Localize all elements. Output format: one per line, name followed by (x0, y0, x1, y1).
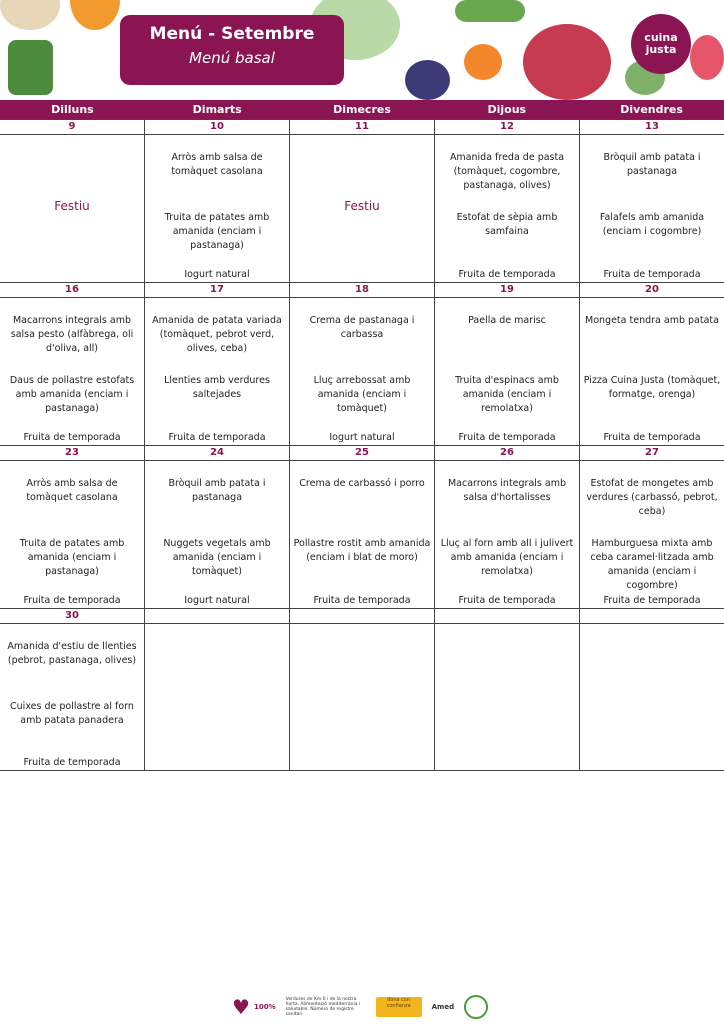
second-course: Nuggets vegetals amb amanida (enciam i tomàquet) (163, 538, 271, 577)
date-number (579, 609, 724, 623)
date-number (289, 609, 434, 623)
menu-day-cell (0, 461, 144, 608)
menu-day-cell (289, 298, 434, 445)
heart-icon: ♥ (232, 995, 250, 1019)
date-number: 19 (434, 283, 579, 297)
second-course: Pizza Cuina Justa (tomàquet, formatge, orenga) (583, 375, 721, 400)
date-number: 27 (579, 446, 724, 460)
date-row (0, 282, 724, 298)
footer-text: Verdures de Km 0 i de la nostra horta. Alimentació mediterrània i saludable. Número de registre sanitari (285, 997, 361, 1017)
menu-calendar (0, 100, 724, 771)
radicchio-illustration (523, 24, 611, 100)
menu-day-cell (289, 624, 434, 770)
date-row (0, 119, 724, 135)
second-course: Truita d'espinacs amb amanida (enciam i remolatxa) (455, 375, 559, 414)
header-banner (0, 0, 724, 100)
menu-day-cell (434, 624, 579, 770)
first-course: Bròquil amb patata i pastanaga (168, 478, 266, 503)
menu-day-cell (144, 461, 289, 608)
second-course: Daus de pollastre estofats amb amanida (enciam i pastanaga) (9, 375, 135, 414)
menu-day-cell (434, 298, 579, 445)
second-course: Falafels amb amanida (enciam i cogombre) (599, 212, 705, 237)
holiday-label: Festiu (54, 199, 90, 213)
menu-day-cell (0, 135, 144, 282)
date-number (144, 609, 289, 623)
dessert: Fruita de temporada (168, 432, 266, 443)
menu-day-cell (289, 461, 434, 608)
radish-illustration (690, 35, 724, 80)
day-label: Dimecres (333, 103, 391, 116)
menu-week (0, 282, 724, 445)
date-number: 20 (579, 283, 724, 297)
footer-logos (232, 995, 488, 1019)
first-course: Bròquil amb patata i pastanaga (603, 152, 701, 177)
menu-day-cell (144, 624, 289, 770)
date-number: 9 (68, 121, 76, 132)
second-course: Lluç al forn amb all i julivert amb amanida (enciam i remolatxa) (440, 538, 574, 577)
dessert: Fruita de temporada (23, 757, 121, 768)
date-number (434, 609, 579, 623)
date-row (0, 608, 724, 624)
holiday-label: Festiu (344, 199, 380, 213)
carrot-illustration (70, 0, 120, 30)
second-course: Lluç arrebossat amb amanida (enciam i tomàquet) (313, 375, 411, 414)
date-number: 17 (144, 283, 289, 297)
date-number: 24 (144, 446, 289, 460)
menu-day-cell (579, 461, 724, 608)
first-course: Crema de carbassó i porro (299, 478, 425, 489)
dessert: Iogurt natural (184, 269, 250, 280)
first-course: Mongeta tendra amb patata (585, 315, 719, 326)
page-subtitle: Menú basal (189, 49, 275, 67)
first-course: Estofat de mongetes amb verdures (carbassó, pebrot, ceba) (586, 478, 718, 517)
second-course: Truita de patates amb amanida (enciam i pastanaga) (164, 212, 270, 251)
tomato-illustration (464, 44, 502, 80)
first-course: Paella de marisc (468, 315, 546, 326)
first-course: Macarrons integrals amb salsa pesto (alfàbrega, oli d'oliva, all) (10, 315, 134, 354)
date-number: 10 (144, 120, 289, 134)
day-label: Divendres (620, 103, 683, 116)
menu-day-cell (434, 461, 579, 608)
menu-day-cell (579, 135, 724, 282)
menu-day-cell (144, 135, 289, 282)
date-number: 25 (289, 446, 434, 460)
dessert: Fruita de temporada (603, 595, 701, 606)
logo-line1: cuina (644, 31, 678, 44)
menu-day-cell (0, 298, 144, 445)
second-course: Hamburguesa mixta amb ceba caramel·litzada amb amanida (enciam i cogombre) (590, 538, 714, 591)
date-number: 23 (65, 447, 79, 458)
second-course: Cuixes de pollastre al forn amb patata panadera (10, 701, 134, 726)
menu-day-cell (144, 298, 289, 445)
dessert: Fruita de temporada (23, 432, 121, 443)
weekday-header (0, 100, 724, 119)
heart-label: 100% (254, 1003, 276, 1011)
second-course: Truita de patates amb amanida (enciam i pastanaga) (19, 538, 125, 577)
date-number: 11 (289, 120, 434, 134)
date-number: 12 (434, 120, 579, 134)
second-course: Llenties amb verdures saltejades (164, 375, 270, 400)
leek-illustration (8, 40, 53, 95)
day-label: Dilluns (51, 103, 94, 116)
first-course: Crema de pastanaga i carbassa (309, 315, 415, 340)
first-course: Macarrons integrals amb salsa d'hortalisses (447, 478, 566, 503)
title-box (120, 15, 344, 85)
date-row (0, 445, 724, 461)
menu-week (0, 119, 724, 282)
vegetable-illustration (0, 0, 60, 30)
second-course: Estofat de sèpia amb samfaina (456, 212, 558, 237)
greens-illustration (455, 0, 525, 22)
date-number: 18 (289, 283, 434, 297)
date-number: 30 (65, 610, 79, 621)
confidence-badge: dona con confianza (376, 997, 422, 1017)
second-course: Pollastre rostit amb amanida (enciam i blat de moro) (293, 538, 431, 563)
menu-week (0, 445, 724, 608)
cuina-justa-logo (631, 14, 691, 74)
first-course: Amanida freda de pasta (tomàquet, cogombre, pastanaga, olives) (449, 152, 565, 191)
dessert: Fruita de temporada (458, 269, 556, 280)
first-course: Amanida d'estiu de llenties (pebrot, pastanaga, olives) (7, 641, 137, 666)
dessert: Fruita de temporada (23, 595, 121, 606)
first-course: Arròs amb salsa de tomàquet casolana (26, 478, 118, 503)
day-label: Dijous (487, 103, 527, 116)
menu-day-cell (434, 135, 579, 282)
date-number: 16 (65, 284, 79, 295)
day-label: Dimarts (192, 103, 242, 116)
menu-week (0, 608, 724, 771)
dessert: Fruita de temporada (603, 269, 701, 280)
page-title: Menú - Setembre (149, 24, 315, 44)
dessert: Iogurt natural (184, 595, 250, 606)
date-number: 13 (579, 120, 724, 134)
dessert: Fruita de temporada (458, 432, 556, 443)
logo-line2: justa (645, 43, 677, 56)
menu-day-cell (289, 135, 434, 282)
menu-day-cell (579, 298, 724, 445)
first-course: Amanida de patata variada (tomàquet, pebrot verd, olives, ceba) (152, 315, 282, 354)
menu-day-cell (579, 624, 724, 770)
menu-day-cell (0, 624, 144, 770)
dessert: Iogurt natural (329, 432, 395, 443)
first-course: Arròs amb salsa de tomàquet casolana (171, 152, 263, 177)
date-number: 26 (434, 446, 579, 460)
seal-icon (464, 995, 488, 1019)
eggplant-illustration (405, 60, 450, 100)
amed-logo: Amed (431, 1003, 455, 1011)
dessert: Fruita de temporada (603, 432, 701, 443)
dessert: Fruita de temporada (313, 595, 411, 606)
dessert: Fruita de temporada (458, 595, 556, 606)
